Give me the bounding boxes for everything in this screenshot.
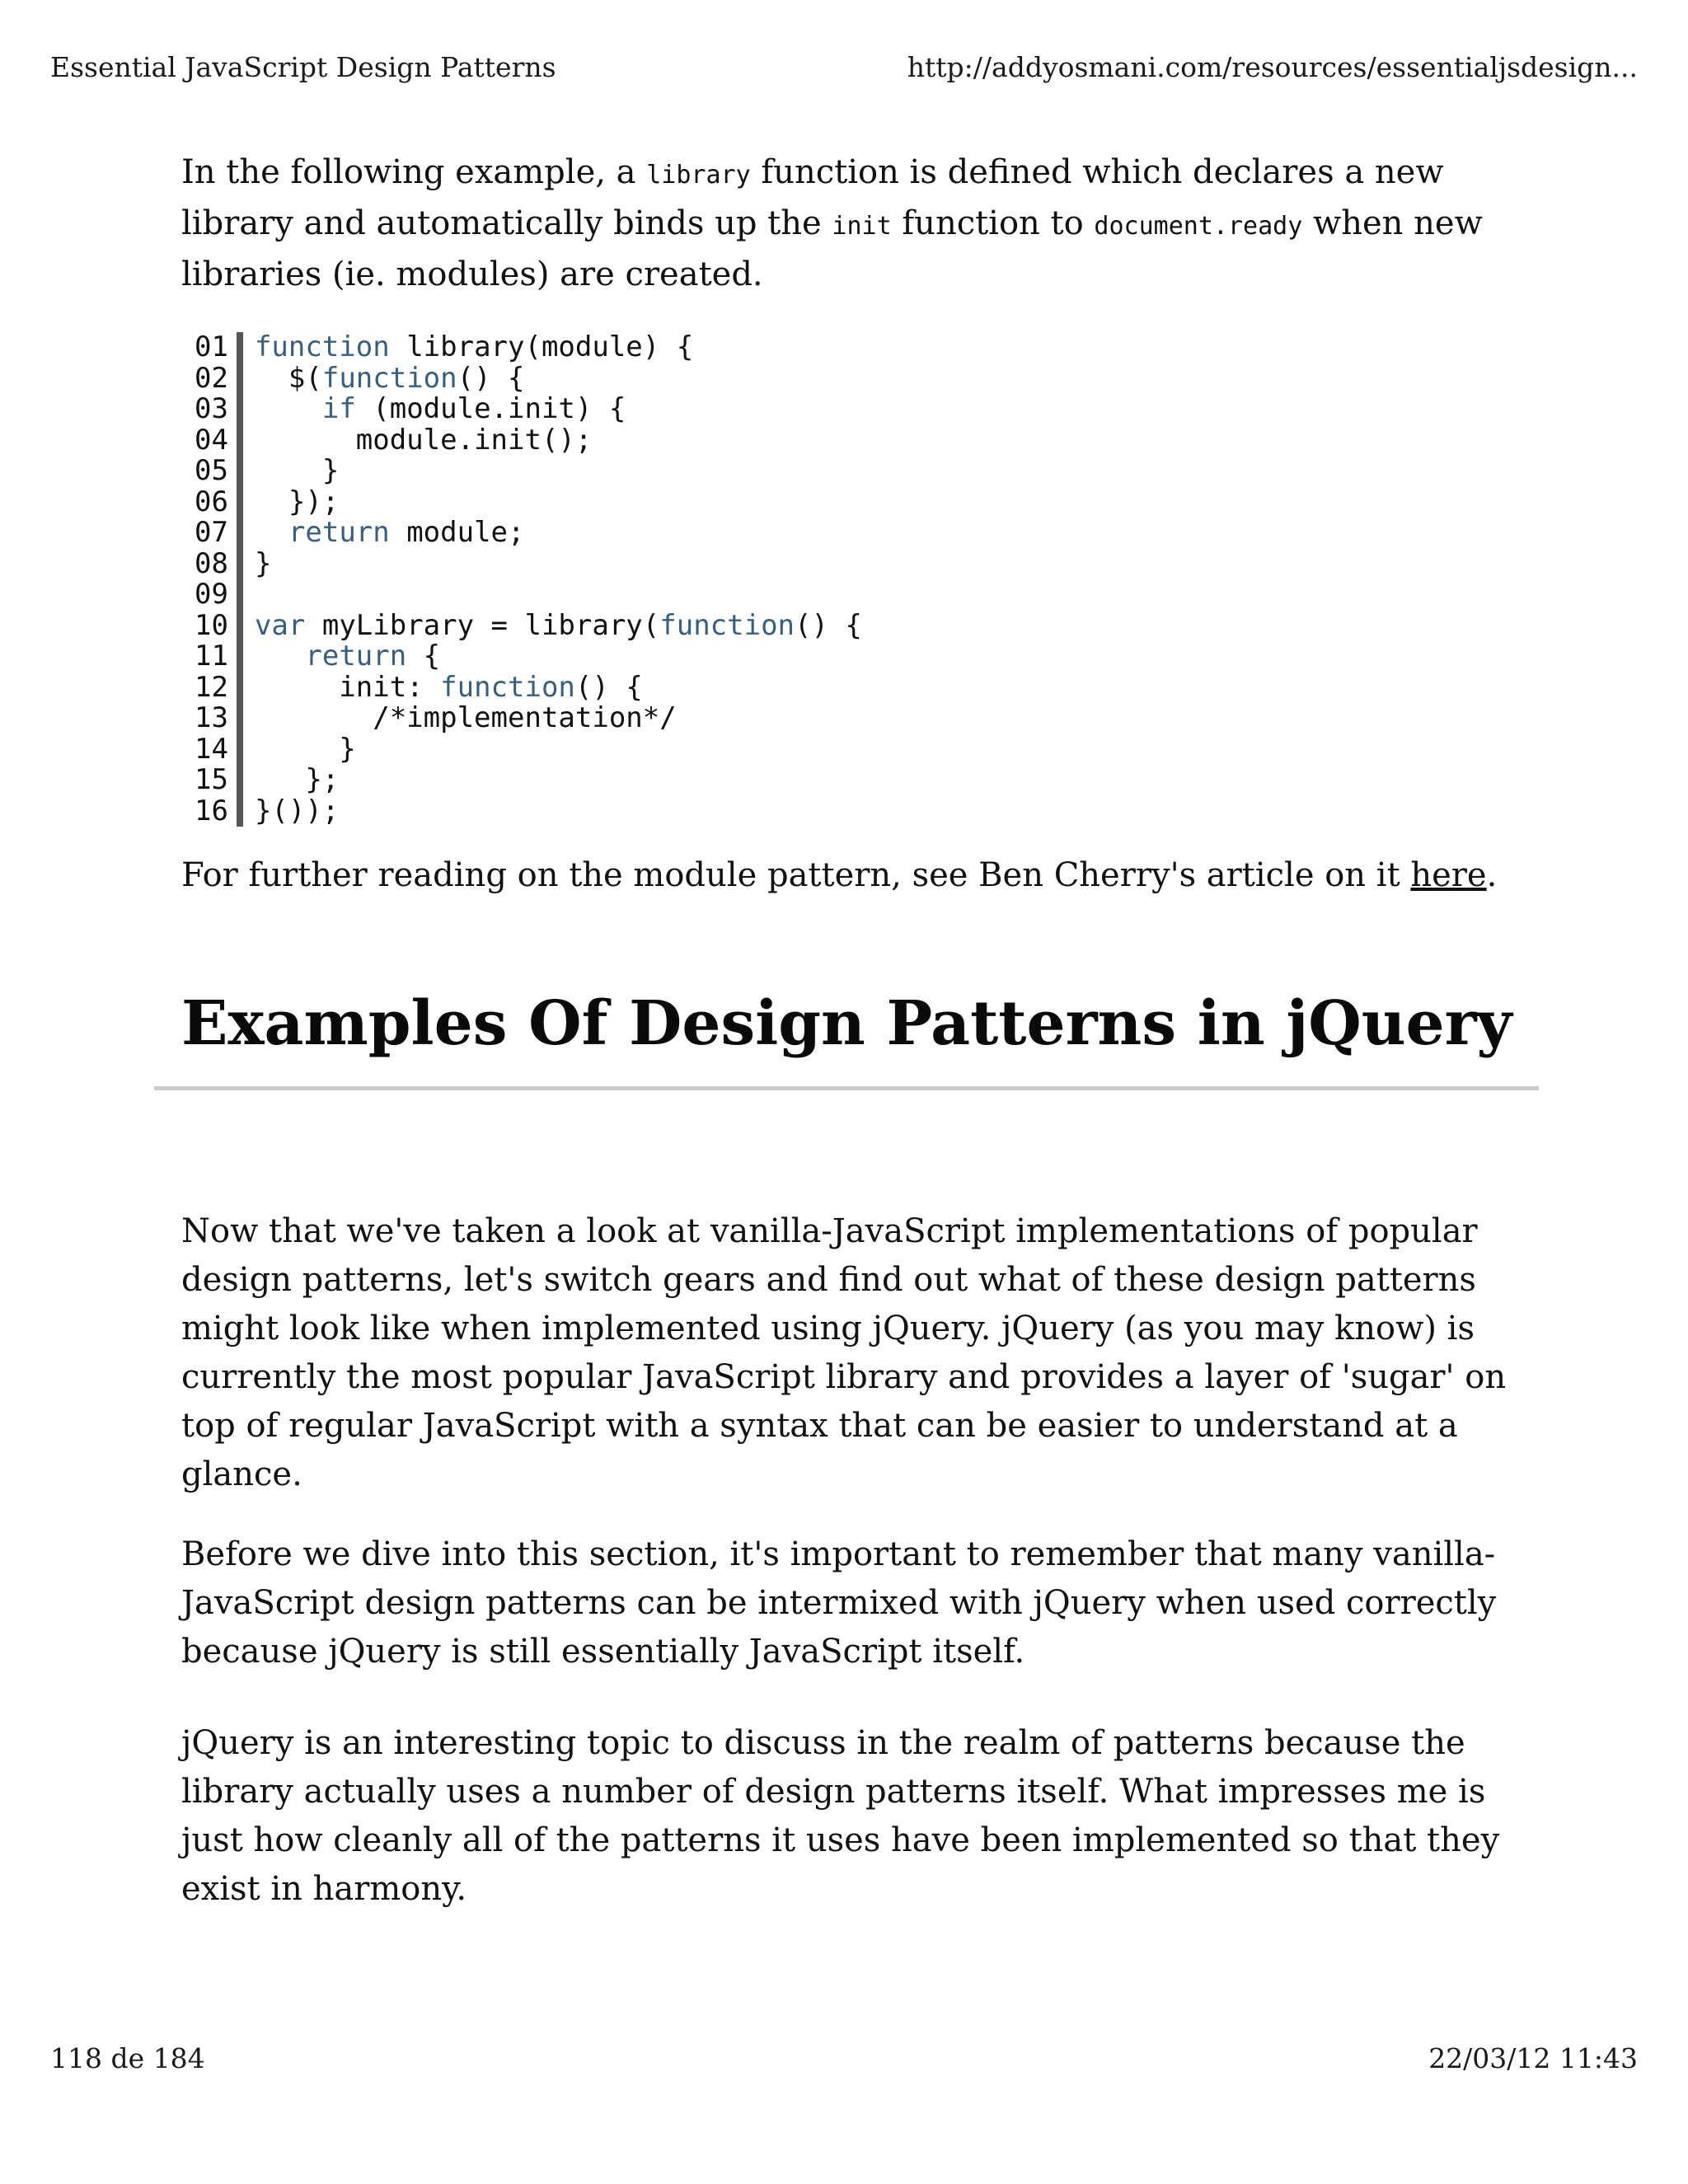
line-number: 11: [195, 640, 228, 673]
here-link[interactable]: here: [1410, 856, 1487, 894]
code-token: {: [406, 640, 441, 673]
code-token: [255, 516, 288, 549]
heading-divider: [154, 1086, 1539, 1090]
body-paragraph-2: Before we dive into this section, it's important to remember that many vanilla-JavaScript design patterns can be intermixed with jQuery when used correctly because jQuery is still essentially JavaScript itself.: [181, 1535, 1497, 1671]
code-token: library(module) {: [389, 330, 694, 363]
header-title: Essential JavaScript Design Patterns: [50, 51, 556, 83]
code-keyword: function: [440, 670, 575, 704]
line-number: 05: [195, 454, 228, 487]
code-line: [255, 518, 862, 549]
line-number: 13: [195, 701, 228, 734]
code-token: }: [254, 546, 272, 580]
code-token: init:: [254, 670, 441, 704]
code-line: [255, 796, 862, 827]
further-reading: [181, 851, 1550, 900]
code-token: () {: [574, 670, 643, 704]
code-line: [254, 546, 862, 580]
line-number: 12: [195, 670, 228, 704]
footer-datetime: 22/03/12 11:43: [1428, 2042, 1638, 2074]
code-line: [255, 703, 862, 734]
code-token: module;: [389, 516, 525, 549]
line-number: 09: [195, 578, 228, 611]
line-number: 16: [195, 794, 228, 827]
code-keyword: var: [254, 608, 306, 642]
code-line: [255, 363, 862, 395]
code-line: [254, 608, 862, 642]
code-keyword: function: [659, 608, 795, 642]
code-lines: [243, 332, 862, 827]
code-line: [255, 456, 862, 487]
code-token: () {: [457, 361, 525, 395]
inline-code-init: init: [832, 212, 892, 241]
code-token: }: [254, 454, 340, 487]
code-line: [255, 394, 862, 425]
line-number: 02: [195, 361, 228, 395]
body-paragraph-3: jQuery is an interesting topic to discuss in the realm of patterns because the library actually uses a number of design patterns itself. What impresses me is just how cleanly all of the patterns it uses have been implemented so that they exist in harmony.: [181, 1724, 1500, 1908]
code-keyword: function: [321, 361, 457, 395]
intro-text-1: In the following example, a: [181, 153, 647, 191]
code-token: }: [254, 732, 356, 766]
code-token: };: [254, 763, 340, 796]
intro-text-4: when new libraries (ie. modules) are created.: [181, 204, 1483, 293]
line-number: 03: [195, 392, 228, 425]
line-number: 10: [195, 608, 228, 642]
inline-code-document-ready: document.ready: [1094, 212, 1303, 241]
code-token: }());: [254, 794, 340, 827]
code-token: /*implementation*/: [254, 701, 677, 734]
further-end: .: [1486, 856, 1498, 894]
further-text: For further reading on the module pattern, see Ben Cherry's article on it: [181, 856, 1411, 894]
code-token: [255, 640, 305, 673]
code-token: $(: [254, 361, 322, 395]
line-number: 01: [195, 330, 228, 363]
footer-page-number: 118 de 184: [50, 2042, 205, 2074]
line-number: 15: [195, 763, 228, 796]
code-line: [255, 425, 862, 457]
code-block: [195, 332, 1550, 827]
code-line: [255, 487, 862, 518]
line-number: 04: [195, 423, 228, 457]
line-number: 06: [195, 485, 228, 518]
code-token: () {: [795, 608, 862, 642]
intro-paragraph: [181, 148, 1550, 299]
code-token: module.init();: [254, 423, 593, 457]
line-number: 07: [195, 516, 228, 549]
body-paragraph-1: Now that we've taken a look at vanilla-JavaScript implementations of popular design patterns, let's switch gears and find out what of these design patterns might look like when implemented using jQuery. jQuery (as you may know) is currently the most popular JavaScript library and provides a layer of 'sugar' on top of regular JavaScript with a syntax that can be easier to understand at a glance.: [181, 1212, 1507, 1493]
section-heading: Examples Of Design Patterns in jQuery: [181, 988, 1512, 1059]
code-token: });: [254, 485, 340, 518]
code-keyword: function: [254, 330, 390, 363]
code-keyword: return: [305, 640, 407, 673]
header-url: http://addyosmani.com/resources/essentialjsdesign...: [907, 51, 1638, 83]
main-content: [181, 148, 1550, 1914]
line-number: 08: [195, 546, 228, 580]
code-line: [254, 670, 862, 704]
code-line: [255, 641, 862, 673]
line-number: 14: [195, 732, 228, 766]
line-number-gutter: [195, 332, 243, 827]
code-line: [255, 734, 862, 766]
code-token: (module.init) {: [355, 392, 626, 425]
code-keyword: if: [321, 392, 356, 425]
code-token: myLibrary = library(: [305, 608, 660, 642]
intro-text-3: function to: [891, 204, 1095, 242]
code-line: [255, 332, 862, 363]
code-line: [255, 765, 862, 796]
code-token: [255, 392, 322, 425]
intro-text-2: function is defined which declares a new library and automatically binds up the: [181, 153, 1444, 242]
code-line: [255, 579, 862, 611]
code-keyword: return: [288, 516, 390, 549]
inline-code-library: library: [646, 161, 751, 190]
